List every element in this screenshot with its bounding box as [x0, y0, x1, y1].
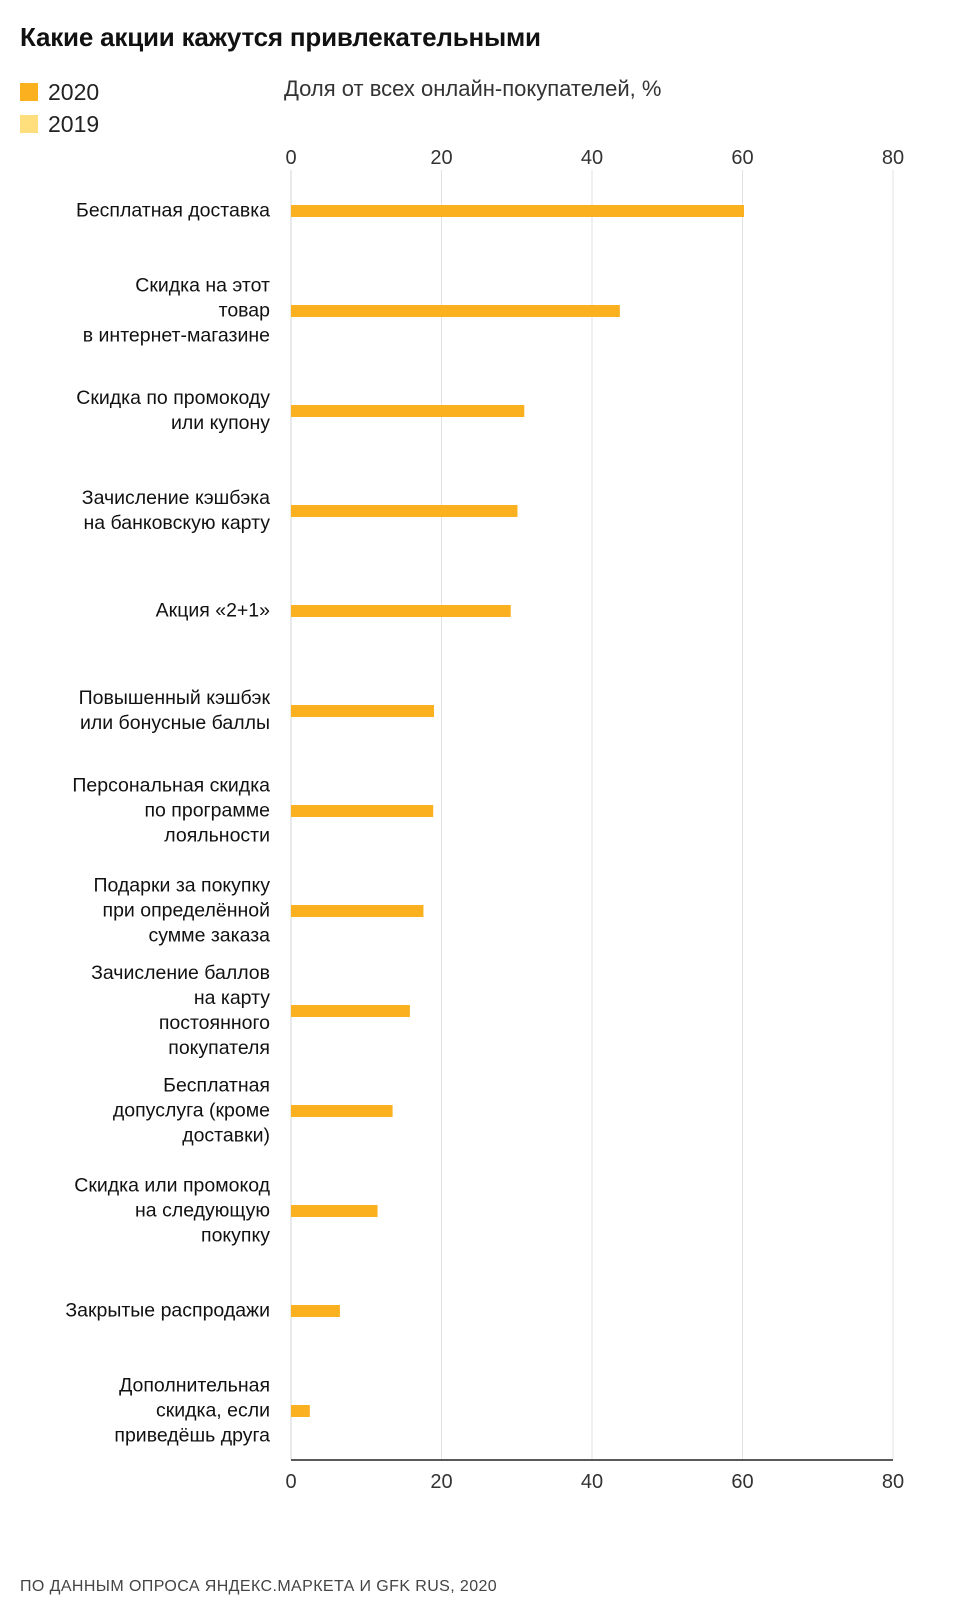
bar-6: [291, 705, 434, 717]
bar-4: [291, 505, 518, 517]
category-label-line: Зачисление кэшбэка: [81, 487, 270, 509]
x-tick-label-top: 40: [580, 147, 604, 169]
bar-9: [291, 1005, 410, 1017]
category-label-line: или купону: [170, 412, 270, 434]
x-tick-label-bottom: 80: [881, 1471, 905, 1493]
category-label-line: Дополнительная: [119, 1374, 270, 1397]
category-label-line: Скидка или промокод: [74, 1174, 270, 1197]
category-label-line: Бесплатная: [163, 1074, 270, 1097]
category-label-line: Подарки за покупку: [93, 874, 270, 897]
category-label-line: покупателя: [168, 1037, 270, 1059]
bar-5: [291, 605, 511, 617]
bar-3: [291, 405, 524, 417]
category-label-line: на банковскую карту: [83, 512, 270, 534]
legend-label-2020: 2020: [48, 78, 100, 105]
category-label-line: товар: [218, 299, 270, 322]
category-label-line: при определённой: [102, 899, 270, 922]
x-tick-label-bottom: 60: [731, 1471, 754, 1493]
category-label-line: покупку: [201, 1224, 270, 1247]
legend-label-2019: 2019: [48, 110, 100, 137]
category-label-line: Зачисление баллов: [91, 962, 270, 984]
category-label-line: Повышенный кэшбэк: [78, 687, 270, 709]
category-label-line: сумме заказа: [148, 924, 270, 947]
category-label-line: Скидка на этот: [135, 274, 270, 297]
x-tick-label-bottom: 0: [285, 1471, 297, 1493]
bar-8: [291, 905, 423, 917]
category-label-line: допуслуга (кроме: [112, 1099, 270, 1122]
x-tick-label-top: 60: [731, 147, 754, 169]
category-label-line: Бесплатная доставка: [76, 199, 270, 222]
category-label-line: Скидка по промокоду: [76, 387, 270, 409]
category-label-line: постоянного: [158, 1012, 270, 1034]
x-tick-label-top: 20: [430, 147, 453, 169]
chart-title: Какие акции кажутся привлекательными: [20, 22, 541, 52]
chart-subtitle: Доля от всех онлайн-покупателей, %: [284, 76, 662, 101]
bar-11: [291, 1205, 378, 1217]
x-tick-label-top: 80: [881, 147, 905, 169]
category-label-line: скидка, если: [155, 1399, 270, 1422]
category-label-line: Персональная скидка: [72, 774, 270, 797]
category-label-line: доставки): [182, 1124, 270, 1147]
category-label-line: Акция «2+1»: [155, 599, 270, 622]
category-label-line: приведёшь друга: [114, 1424, 270, 1447]
bar-10: [291, 1105, 393, 1117]
bar-1: [291, 205, 744, 217]
category-label-line: в интернет-магазине: [82, 324, 270, 347]
category-label-line: на карту: [193, 987, 270, 1009]
category-label-line: или бонусные баллы: [79, 712, 270, 734]
bar-13: [291, 1405, 310, 1417]
category-label-line: на следующую: [135, 1199, 270, 1222]
bar-7: [291, 805, 433, 817]
category-label-line: по программе: [144, 799, 270, 822]
category-label-line: лояльности: [164, 824, 270, 847]
x-tick-label-bottom: 40: [580, 1471, 604, 1493]
bar-2: [291, 305, 620, 317]
x-tick-label-bottom: 20: [430, 1471, 453, 1493]
x-tick-label-top: 0: [285, 147, 297, 169]
category-label-line: Закрытые распродажи: [65, 1299, 270, 1322]
bar-12: [291, 1305, 340, 1317]
source-note: ПО ДАННЫМ ОПРОСА ЯНДЕКС.МАРКЕТА И GFK RUS, 2020: [20, 1578, 498, 1595]
